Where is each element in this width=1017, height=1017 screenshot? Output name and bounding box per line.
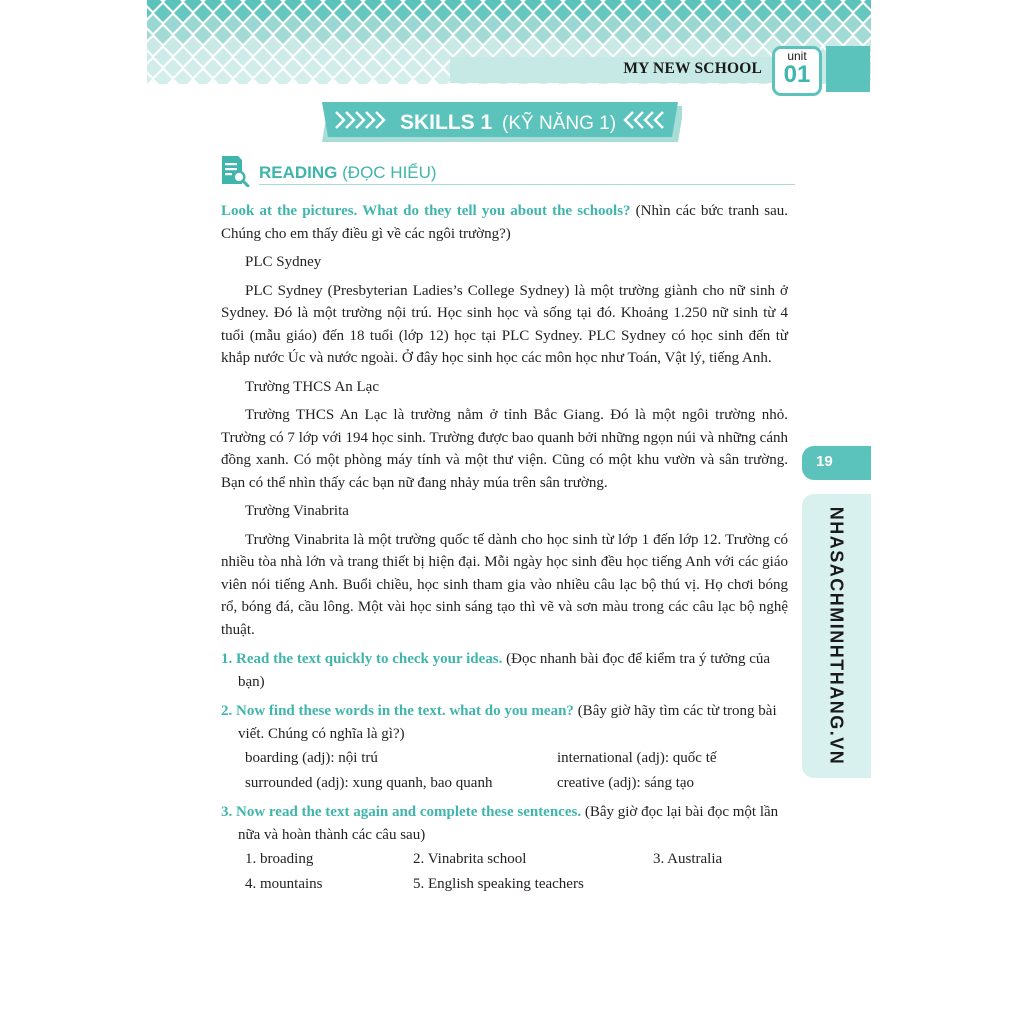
question-prompt: 2. Now find these words in the text. what do you mean? <box>221 703 574 719</box>
intro-prompt: Look at the pictures. What do they tell you about the schools? <box>221 203 631 219</box>
school-description: Trường THCS An Lạc là trường nằm ở tỉnh Bắc Giang. Đó là một ngôi trường nhỏ. Trường có 7 lớp với 194 học sinh. Trường được bao quanh bởi những ngọn núi và những cánh đồng xanh. Có một phòng máy tính và một thư viện. Cũng có một khu vườn và sân trường. Bạn có thể nhìn thấy các bạn nữ đang nhảy múa trên sân trường. <box>221 407 788 491</box>
question-2 <box>221 700 788 745</box>
school-name: PLC Sydney <box>245 254 322 270</box>
unit-accent-block <box>826 46 870 92</box>
heading-divider <box>259 184 795 185</box>
unit-title: MY NEW SCHOOL <box>623 60 762 77</box>
question-prompt: 3. Now read the text again and complete these sentences. <box>221 804 582 820</box>
vocab-item: boarding (adj): nội trú <box>245 750 378 766</box>
answer-item: 5. English speaking teachers <box>413 875 584 892</box>
unit-label: unit <box>787 49 807 63</box>
skills-title-rest: (KỸ NĂNG 1) <box>502 113 617 134</box>
answer-row <box>221 873 788 896</box>
skills-title-bold: SKILLS 1 <box>400 111 493 134</box>
reading-heading-bold: READING <box>259 163 338 182</box>
reading-heading <box>259 163 437 183</box>
unit-number: 01 <box>783 61 811 88</box>
answer-item: 3. Australia <box>653 851 723 867</box>
answer-row <box>221 848 788 871</box>
answer-item: 4. mountains <box>245 875 323 892</box>
vocab-row <box>221 747 788 770</box>
question-translation: (Bây giờ hãy tìm các từ trong bài viết. Chúng có nghĩa là gì?) <box>238 703 777 742</box>
question-3 <box>221 801 788 846</box>
school-description: PLC Sydney (Presbyterian Ladies’s College Sydney) là một trường giành cho nữ sinh ở Sydney. Đó là một trường nội trú. Học sinh học và sống tại đó. Khoảng 1.250 nữ sinh từ 4 tuổi (mẫu giáo) đến 18 tuổi (lớp 12) học tại PLC Sydney. PLC Sydney có học sinh đến từ khắp nước Úc và nước ngoài. Ở đây học sinh học các môn học như Toán, Vật lý, tiếng Anh. <box>221 282 788 366</box>
vocab-row <box>221 772 788 795</box>
page-number: 19 <box>816 453 833 470</box>
question-1 <box>221 648 788 693</box>
answer-item: 2. Vinabrita school <box>413 851 527 867</box>
reading-heading-rest: (ĐỌC HIỂU) <box>342 163 437 182</box>
vocab-item: creative (adj): sáng tạo <box>557 774 695 791</box>
page-number-tab <box>802 446 871 480</box>
vocab-item: international (adj): quốc tế <box>557 750 717 766</box>
vocab-item: surrounded (adj): xung quanh, bao quanh <box>245 774 493 791</box>
side-watermark-tab <box>802 494 871 778</box>
skills-banner <box>322 102 682 142</box>
question-translation: (Đọc nhanh bài đọc để kiểm tra ý tưởng của bạn) <box>238 651 771 690</box>
question-prompt: 1. Read the text quickly to check your ideas. <box>221 651 503 667</box>
intro-paragraph <box>221 200 788 245</box>
answer-item: 1. broading <box>245 851 314 867</box>
intro-translation: (Nhìn các bức tranh sau. Chúng cho em thấy điều gì về các ngôi trường?) <box>221 203 788 242</box>
question-translation: (Bây giờ đọc lại bài đọc một lần nữa và hoàn thành các câu sau) <box>238 804 779 843</box>
side-vertical-text: NHASACHMINHTHANG.VN <box>826 506 847 766</box>
school-name: Trường THCS An Lạc <box>245 378 379 395</box>
svg-text:SKILLS 1 (KỸ NĂNG 1) <box>400 111 616 134</box>
school-name: Trường Vinabrita <box>245 503 349 519</box>
document-search-icon <box>220 155 250 187</box>
unit-badge <box>772 46 822 96</box>
school-description: Trường Vinabrita là một trường quốc tế dành cho học sinh từ lớp 1 đến lớp 12. Trường có nhiều tòa nhà lớn và trang thiết bị hiện đại. Mỗi ngày học sinh đều học tiếng Anh với các giáo viên nói tiếng Anh. Buổi chiều, học sinh tham gia vào nhiều câu lạc bộ thú vị. Họ chơi bóng rổ, bóng đá, cầu lông. Một vài học sinh sáng tạo thì vẽ và sơn màu trong các câu lạc bộ nghệ thuật. <box>221 531 788 638</box>
reading-content <box>221 200 788 895</box>
